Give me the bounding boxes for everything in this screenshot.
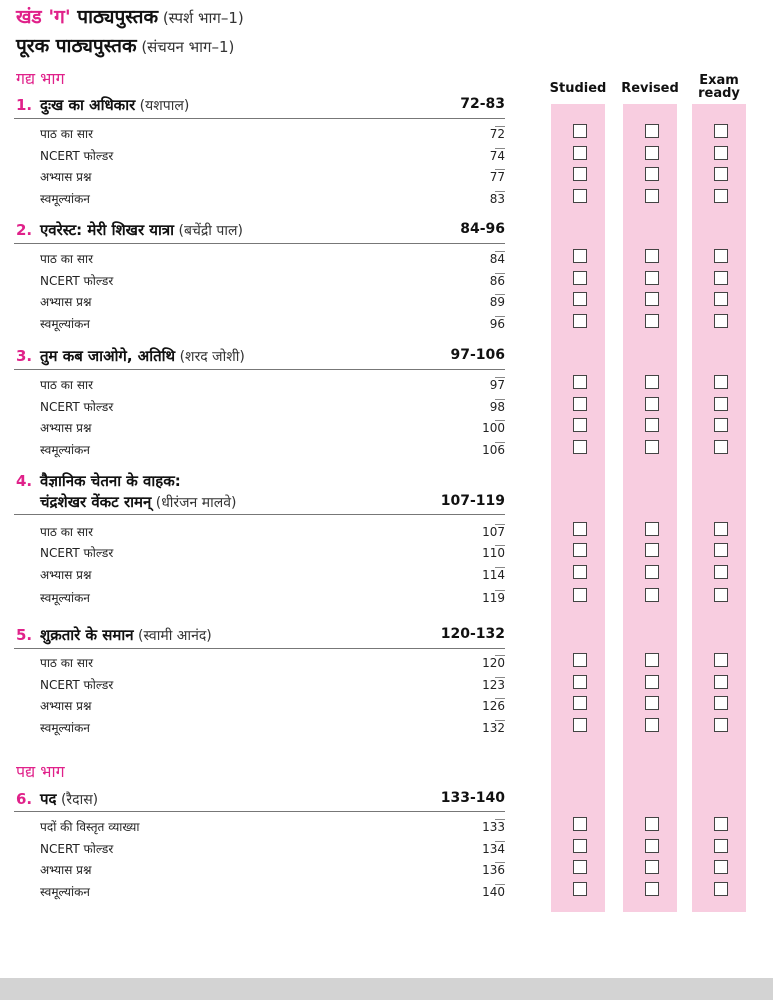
exam-ready-checkbox[interactable]	[714, 718, 728, 732]
topic-page-number: 98	[489, 400, 505, 414]
topic-page-number: 134	[482, 842, 505, 856]
revised-checkbox[interactable]	[645, 189, 659, 203]
revised-checkbox[interactable]	[645, 565, 659, 579]
topic-page-number: 77	[489, 170, 505, 184]
exam-ready-checkbox[interactable]	[714, 839, 728, 853]
exam-ready-checkbox[interactable]	[714, 314, 728, 328]
topic-label[interactable]: पाठ का सार	[40, 127, 93, 141]
revised-checkbox[interactable]	[645, 522, 659, 536]
exam-ready-checkbox[interactable]	[714, 565, 728, 579]
topic-page-number: 136	[482, 863, 505, 877]
supplementary-subtitle: (संचयन भाग–1)	[136, 38, 235, 56]
exam-ready-checkbox[interactable]	[714, 543, 728, 557]
revised-checkbox[interactable]	[645, 543, 659, 557]
exam-ready-checkbox[interactable]	[714, 653, 728, 667]
chapter-name: दुःख का अधिकार	[40, 96, 136, 114]
topic-label[interactable]: स्वमूल्यांकन	[40, 721, 90, 735]
chapter-number: 3.	[16, 347, 33, 365]
chapter-number: 1.	[16, 96, 33, 114]
chapter-name: वैज्ञानिक चेतना के वाहक:	[40, 472, 181, 490]
topic-page-number: 119	[482, 591, 505, 605]
revised-checkbox[interactable]	[645, 588, 659, 602]
chapter-page-range: 84-96	[460, 221, 505, 237]
chapter-title[interactable]	[16, 471, 181, 491]
chapter-page-range: 133-140	[440, 790, 505, 806]
chapter-page-range: 107-119	[440, 493, 505, 509]
exam-ready-checkbox[interactable]	[714, 271, 728, 285]
exam-ready-checkbox[interactable]	[714, 189, 728, 203]
exam-ready-line2: ready	[698, 86, 740, 101]
topic-label[interactable]: NCERT फोल्डर	[40, 149, 114, 163]
studied-column-band	[551, 104, 605, 912]
studied-checkbox[interactable]	[573, 146, 587, 160]
topic-page-number: 89	[489, 295, 505, 309]
topic-page-number: 114	[482, 568, 505, 582]
topic-label[interactable]: स्वमूल्यांकन	[40, 192, 90, 206]
revised-checkbox[interactable]	[645, 653, 659, 667]
topic-page-number: 140	[482, 885, 505, 899]
studied-checkbox[interactable]	[573, 397, 587, 411]
topic-label[interactable]: स्वमूल्यांकन	[40, 317, 90, 331]
studied-column-header: Studied	[549, 81, 607, 96]
exam-ready-checkbox[interactable]	[714, 167, 728, 181]
chapter-divider	[14, 648, 505, 649]
revised-checkbox[interactable]	[645, 882, 659, 896]
revised-checkbox[interactable]	[645, 292, 659, 306]
revised-column-header: Revised	[621, 81, 679, 96]
prose-section-heading: गद्य भाग	[16, 69, 65, 88]
chapter-divider	[14, 369, 505, 370]
topic-label[interactable]: पदों की विस्तृत व्याख्या	[40, 820, 140, 834]
studied-checkbox[interactable]	[573, 675, 587, 689]
studied-checkbox[interactable]	[573, 696, 587, 710]
supplementary-heading	[16, 32, 234, 58]
topic-page-number: 107	[482, 525, 505, 539]
chapter-title[interactable]	[16, 220, 243, 240]
studied-checkbox[interactable]	[573, 167, 587, 181]
topic-label[interactable]: स्वमूल्यांकन	[40, 443, 90, 457]
studied-checkbox[interactable]	[573, 882, 587, 896]
topic-label[interactable]: NCERT फोल्डर	[40, 678, 114, 692]
topic-page-number: 120	[482, 656, 505, 670]
topic-page-number: 83	[489, 192, 505, 206]
revised-checkbox[interactable]	[645, 696, 659, 710]
footer-bar	[0, 978, 773, 1000]
exam-ready-checkbox[interactable]	[714, 292, 728, 306]
studied-checkbox[interactable]	[573, 588, 587, 602]
exam-ready-checkbox[interactable]	[714, 375, 728, 389]
chapter-name: पद	[40, 790, 57, 808]
exam-ready-checkbox[interactable]	[714, 249, 728, 263]
revised-checkbox[interactable]	[645, 675, 659, 689]
topic-page-number: 106	[482, 443, 505, 457]
section-heading	[16, 3, 244, 29]
topic-label[interactable]: NCERT फोल्डर	[40, 274, 114, 288]
topic-page-number: 74	[489, 149, 505, 163]
topic-label[interactable]: अभ्यास प्रश्न	[40, 170, 92, 184]
revised-checkbox[interactable]	[645, 375, 659, 389]
chapter-number: 6.	[16, 790, 33, 808]
studied-checkbox[interactable]	[573, 839, 587, 853]
chapter-name: तुम कब जाओगे, अतिथि	[40, 347, 176, 365]
poetry-section-heading: पद्य भाग	[16, 762, 65, 781]
chapter-title[interactable]	[16, 789, 98, 809]
topic-label[interactable]: NCERT फोल्डर	[40, 842, 114, 856]
studied-checkbox[interactable]	[573, 189, 587, 203]
supplementary-label: पूरक पाठ्यपुस्तक	[16, 35, 137, 57]
topic-label[interactable]: पाठ का सार	[40, 656, 93, 670]
topic-label[interactable]: अभ्यास प्रश्न	[40, 699, 92, 713]
textbook-label: पाठ्यपुस्तक	[77, 6, 159, 28]
revised-column-band	[623, 104, 677, 912]
chapter-page-range: 120-132	[440, 626, 505, 642]
revised-checkbox[interactable]	[645, 314, 659, 328]
exam-ready-checkbox[interactable]	[714, 675, 728, 689]
chapter-name: शुक्रतारे के समान	[40, 626, 134, 644]
revised-checkbox[interactable]	[645, 124, 659, 138]
studied-checkbox[interactable]	[573, 565, 587, 579]
studied-checkbox[interactable]	[573, 860, 587, 874]
topic-label[interactable]: पाठ का सार	[40, 525, 93, 539]
topic-label[interactable]: NCERT फोल्डर	[40, 546, 114, 560]
studied-checkbox[interactable]	[573, 718, 587, 732]
topic-label[interactable]: पाठ का सार	[40, 252, 93, 266]
topic-page-number: 97	[489, 378, 505, 392]
chapter-divider	[14, 514, 505, 515]
exam-ready-checkbox[interactable]	[714, 588, 728, 602]
studied-checkbox[interactable]	[573, 271, 587, 285]
revised-checkbox[interactable]	[645, 146, 659, 160]
exam-ready-checkbox[interactable]	[714, 440, 728, 454]
chapter-author: (यशपाल)	[135, 98, 190, 114]
exam-ready-checkbox[interactable]	[714, 522, 728, 536]
chapter-divider	[14, 243, 505, 244]
chapter-name: एवरेस्ट: मेरी शिखर यात्रा	[40, 221, 175, 239]
section-label: खंड 'ग'	[16, 6, 78, 28]
chapter-author: (स्वामी आनंद)	[133, 628, 212, 644]
chapter-divider	[14, 118, 505, 119]
topic-label[interactable]: अभ्यास प्रश्न	[40, 295, 92, 309]
exam-ready-checkbox[interactable]	[714, 418, 728, 432]
topic-page-number: 126	[482, 699, 505, 713]
topic-page-number: 123	[482, 678, 505, 692]
chapter-number: 5.	[16, 626, 33, 644]
exam-ready-checkbox[interactable]	[714, 696, 728, 710]
topic-page-number: 100	[482, 421, 505, 435]
topic-label[interactable]: पाठ का सार	[40, 378, 93, 392]
chapter-author: (शरद जोशी)	[175, 349, 245, 365]
chapter-name-cont: चंद्रशेखर वेंकट रामन्	[40, 493, 152, 511]
studied-checkbox[interactable]	[573, 440, 587, 454]
topic-page-number: 133	[482, 820, 505, 834]
revised-checkbox[interactable]	[645, 271, 659, 285]
studied-checkbox[interactable]	[573, 124, 587, 138]
studied-checkbox[interactable]	[573, 418, 587, 432]
studied-checkbox[interactable]	[573, 375, 587, 389]
revised-checkbox[interactable]	[645, 860, 659, 874]
chapter-author: (रैदास)	[56, 792, 99, 808]
exam-ready-checkbox[interactable]	[714, 124, 728, 138]
exam-ready-column-header	[690, 74, 748, 100]
chapter-title[interactable]	[16, 346, 245, 366]
chapter-divider	[14, 811, 505, 812]
topic-page-number: 84	[489, 252, 505, 266]
revised-checkbox[interactable]	[645, 397, 659, 411]
studied-checkbox[interactable]	[573, 817, 587, 831]
topic-label[interactable]: स्वमूल्यांकन	[40, 591, 90, 605]
textbook-subtitle: (स्पर्श भाग–1)	[158, 9, 244, 27]
chapter-title[interactable]	[16, 95, 189, 115]
chapter-title-line2[interactable]	[40, 492, 237, 512]
topic-label[interactable]: अभ्यास प्रश्न	[40, 421, 92, 435]
exam-ready-checkbox[interactable]	[714, 882, 728, 896]
chapter-author: (बचेंद्री पाल)	[174, 223, 243, 239]
topic-page-number: 132	[482, 721, 505, 735]
chapter-author: (धीरंजन मालवे)	[151, 495, 237, 511]
chapter-number: 4.	[16, 472, 33, 490]
topic-label[interactable]: अभ्यास प्रश्न	[40, 568, 92, 582]
topic-page-number: 72	[489, 127, 505, 141]
exam-ready-checkbox[interactable]	[714, 817, 728, 831]
topic-label[interactable]: NCERT फोल्डर	[40, 400, 114, 414]
topic-label[interactable]: स्वमूल्यांकन	[40, 885, 90, 899]
exam-ready-line1: Exam	[699, 73, 739, 88]
revised-checkbox[interactable]	[645, 839, 659, 853]
topic-page-number: 110	[482, 546, 505, 560]
chapter-title[interactable]	[16, 625, 212, 645]
studied-checkbox[interactable]	[573, 249, 587, 263]
exam-ready-column-band	[692, 104, 746, 912]
topic-label[interactable]: अभ्यास प्रश्न	[40, 863, 92, 877]
chapter-page-range: 72-83	[460, 96, 505, 112]
exam-ready-checkbox[interactable]	[714, 146, 728, 160]
studied-checkbox[interactable]	[573, 522, 587, 536]
revised-checkbox[interactable]	[645, 718, 659, 732]
studied-checkbox[interactable]	[573, 292, 587, 306]
studied-checkbox[interactable]	[573, 314, 587, 328]
studied-checkbox[interactable]	[573, 543, 587, 557]
topic-page-number: 96	[489, 317, 505, 331]
studied-checkbox[interactable]	[573, 653, 587, 667]
chapter-page-range: 97-106	[450, 347, 505, 363]
revised-checkbox[interactable]	[645, 249, 659, 263]
chapter-number: 2.	[16, 221, 33, 239]
exam-ready-checkbox[interactable]	[714, 860, 728, 874]
revised-checkbox[interactable]	[645, 817, 659, 831]
revised-checkbox[interactable]	[645, 167, 659, 181]
revised-checkbox[interactable]	[645, 440, 659, 454]
topic-page-number: 86	[489, 274, 505, 288]
exam-ready-checkbox[interactable]	[714, 397, 728, 411]
revised-checkbox[interactable]	[645, 418, 659, 432]
